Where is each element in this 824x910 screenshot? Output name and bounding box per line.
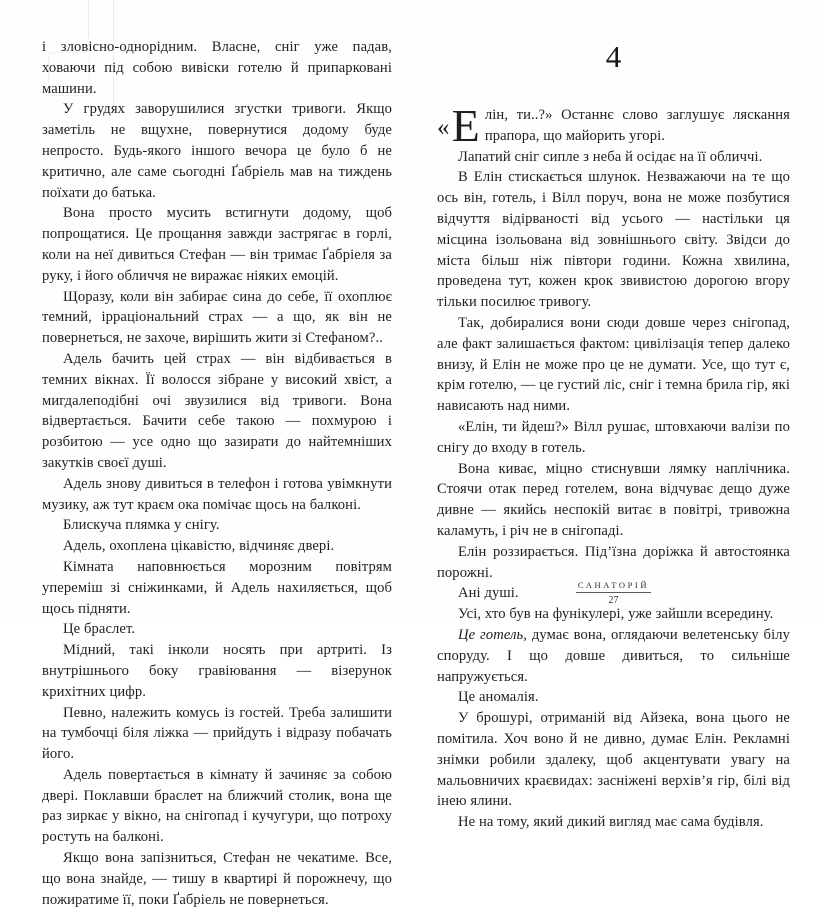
paragraph: Це браслет. — [63, 621, 136, 638]
paragraph: Певно, належить комусь із гостей. Треба залишити на тумбочці біля ліжка — прийдуть і відразу побачать його. — [42, 704, 392, 763]
left-page-text — [42, 37, 392, 910]
dropcap-group — [437, 99, 480, 151]
paragraph: Ані душі. — [458, 585, 519, 602]
page-number: 27 — [608, 595, 619, 606]
open-quote-mark: « — [437, 114, 450, 141]
paragraph: Адель повертається в кімнату й зачиняє за собою двері. Поклавши браслет на ближчий столик, вона ще раз зиркає у вікно, на снігопад і кучугури, що потроху ростуть на балконі. — [42, 766, 392, 846]
opening-paragraph-text: лін, ти..?» Останнє слово заглушує ляскання прапора, що майорить угорі. — [484, 107, 790, 144]
paragraph: Адель знову дивиться в телефон і готова увімкнути музику, аж тут краєм ока помічає щось на балконі. — [42, 475, 392, 513]
dropcap-letter: Е — [451, 99, 480, 151]
paragraph: Не на тому, який дикий вигляд має сама будівля. — [458, 814, 764, 831]
right-page-text — [437, 147, 790, 833]
paragraph: Лапатий сніг сипле з неба й осідає на її обличчі. — [458, 148, 763, 165]
paragraph: В Елін стискається шлунок. Незважаючи на те що ось він, готель, і Вілл поруч, вона не може позбутися відчуття відірваності від усього — настільки ця місцина ізольована від зовнішнього світу. Звідси до міста більш ніж півтори години. Кожна хвилина, проведена тут, кожен крок звивистою дорогою вгору тільки посилює тривогу. — [437, 169, 790, 311]
paragraph: Адель, охоплена цікавістю, відчиняє двері. — [63, 538, 335, 555]
paragraph: Усі, хто був на фунікулері, уже зайшли всередину. — [458, 606, 774, 623]
paragraph: Це аномалія. — [458, 689, 539, 706]
paragraph: Блискуча плямка у снігу. — [63, 517, 220, 534]
opening-paragraph — [437, 99, 790, 151]
right-page[interactable] — [437, 37, 790, 831]
paragraph: Кімната наповнюється морозним повітрям упереміш зі сніжинками, й Адель нахиляється, щоб щось підняти. — [42, 558, 392, 617]
paragraph: Так, добиралися вони сюди довше через снігопад, але факт залишається фактом: цивілізація тепер далеко внизу, й Елін не може про це не думати. Усе, що тут є, крім готелю, — це густий ліс, сніг і темна брила гір, які нависають над ними. — [437, 314, 790, 415]
chapter-number: 4 — [605, 39, 622, 74]
paragraph: У брошурі, отриманій від Айзека, вона цього не помітила. Хоч воно й не дивно, думає Елін. Рекламні знімки робили здалеку, щоб акцентувати увагу на мальовничих краєвидах: засніжені верхів’я гір, білі від інею ялини. — [437, 710, 790, 810]
paragraph: Мідний, такі інколи носять при артриті. Із внутрішнього боку гравіювання — візерунок крихітних цифр. — [42, 642, 392, 700]
paragraph: «Елін, ти йдеш?» Вілл рушає, штовхаючи валізи по снігу до входу в готель. — [437, 418, 790, 456]
paragraph: Це готель, думає вона, оглядаючи велетенську білу споруду. І що довше дивиться, то сильніше напружується. — [437, 626, 790, 685]
page-footer — [437, 575, 790, 606]
paragraph: Вона просто мусить встигнути додому, щоб попрощатися. Це прощання завжди застрягає в горлі, коли на неї дивиться Стефан — він тримає Ґабріеля за руку, і його обличчя не виражає ніяких емоцій. — [42, 205, 392, 284]
paragraph: Адель бачить цей страх — він відбивається в темних вікнах. Її волосся зібране у високий хвіст, а мигдалеподібні очі звузилися від тривоги. Вона відвертається. Бачити себе такою — похмурою і розбитою — усе одно що зазирати до найтемніших закутків своєї душі. — [42, 350, 392, 471]
italic-phrase: Це готель, — [458, 626, 528, 643]
scan-artifact-line — [88, 0, 89, 38]
left-page[interactable] — [42, 37, 392, 908]
paragraph: Щоразу, коли він забирає сина до себе, її охоплює темний, ірраціональний страх — а що, як він не повернеться, не захоче, вирішить жити зі Стефаном?.. — [42, 288, 392, 347]
paragraph: Елін роззирається. Під’їзна доріжка й автостоянка порожні. — [437, 543, 790, 581]
paragraph: і зловісно-однорідним. Власне, сніг уже падав, ховаючи під собою вивіски готелю й припарковані машини. — [42, 39, 392, 97]
paragraph: Якщо вона запізниться, Стефан не чекатиме. Все, що вона знайде, — тишу в квартирі й порожнечу, що пожиратиме її, поки Ґабріель не повернеться. — [42, 850, 392, 908]
running-title: САНАТОРІЙ — [576, 580, 651, 593]
paragraph: Вона киває, міцно стиснувши лямку наплічника. Стоячи отак перед готелем, вона відчуває дещо дуже дивне — якийсь неспокій витає в повітрі, тривожна каламуть, і річ не в снігопаді. — [437, 460, 790, 539]
paragraph: У грудях заворушилися згустки тривоги. Якщо заметіль не вщухне, повернутися додому буде непросто. Будь-якого іншого вечора це було б не критично, але саме сьогодні Ґабріель мав на тиждень поїхати до батька. — [42, 101, 392, 201]
